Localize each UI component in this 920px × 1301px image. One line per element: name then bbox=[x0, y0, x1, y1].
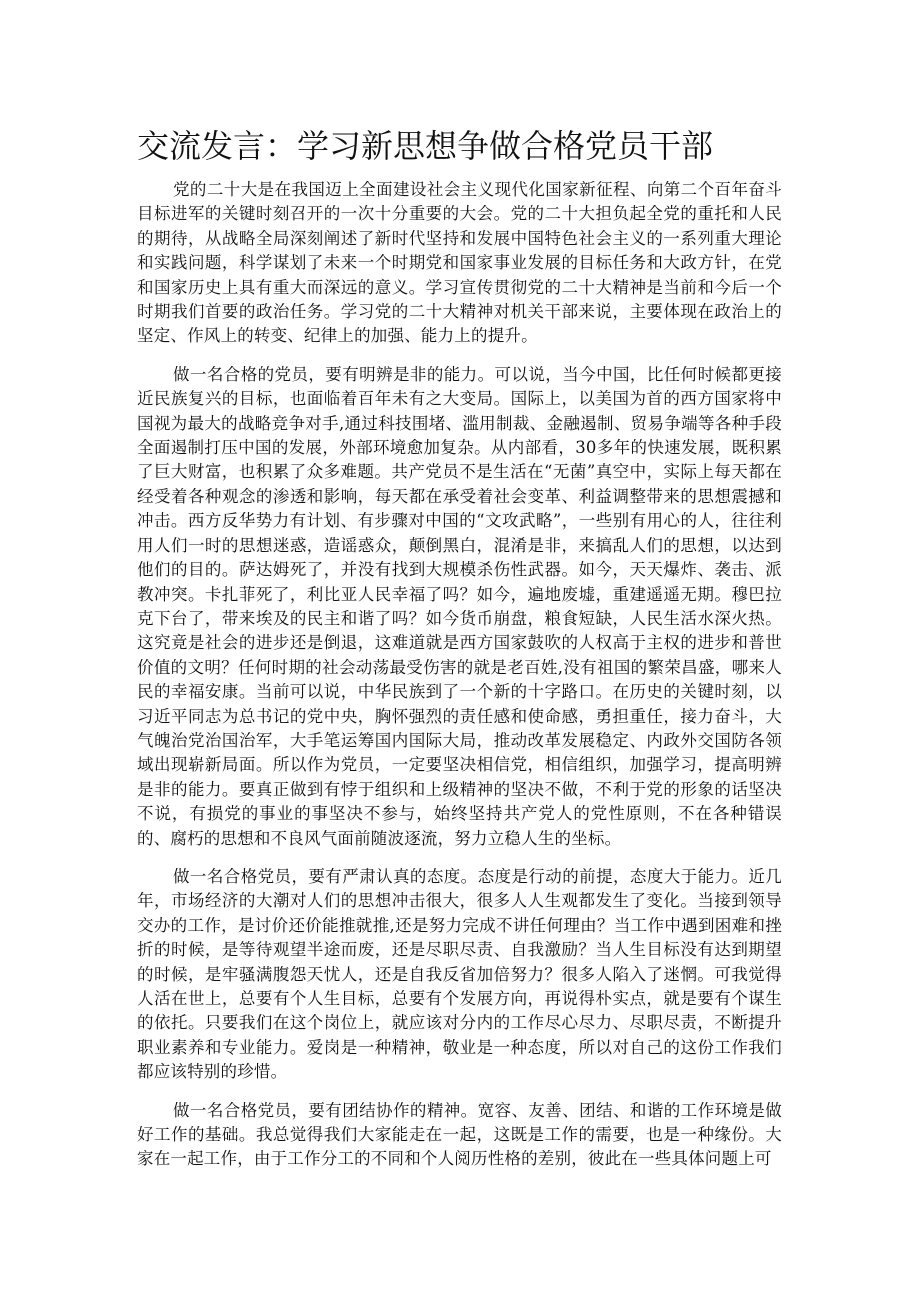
paragraph-cooperation: 做一名合格党员，要有团结协作的精神。宽容、友善、团结、和谐的工作环境是做好工作的基础。我总觉得我们大家能走在一起，这既是工作的需要，也是一种缘份。大家在一起工作，由于工作分工的不同和个人阅历性格的差别，彼此在一些具体问题上可 bbox=[137, 1100, 782, 1169]
document-body bbox=[137, 178, 782, 1186]
paragraph-attitude: 做一名合格党员，要有严肃认真的态度。态度是行动的前提，态度大于能力。近几年，市场经济的大潮对人们的思想冲击很大，很多人人生观都发生了变化。当接到领导交办的工作，是讨价还价能推就推,还是努力完成不讲任何理由？当工作中遇到困难和挫折的时候，是等待观望半途而废，还是尽职尽责、自我激励？当人生目标没有达到期望的时候，是牢骚满腹怨天忧人，还是自我反省加倍努力？很多人陷入了迷惘。可我觉得人活在世上，总要有个人生目标，总要有个发展方向，再说得朴实点，就是要有个谋生的依托。只要我们在这个岗位上，就应该对分内的工作尽心尽力、尽职尽责，不断提升职业素养和专业能力。爱岗是一种精神，敬业是一种态度，所以对自己的这份工作我们都应该特别的珍惜。 bbox=[137, 866, 782, 1082]
document-title: 交流发言：学习新思想争做合格党员干部 bbox=[137, 127, 714, 165]
paragraph-discernment: 做一名合格的党员，要有明辨是非的能力。可以说，当今中国，比任何时候都更接近民族复兴的目标，也面临着百年未有之大变局。国际上，以美国为首的西方国家将中国视为最大的战略竞争对手,通过科技围堵、滥用制裁、金融遏制、贸易争端等各种手段全面遏制打压中国的发展，外部环境愈加复杂。从内部看，30多年的快速发展，既积累了巨大财富，也积累了众多难题。共产党员不是生活在“无菌”真空中，实际上每天都在经受着各种观念的渗透和影响，每天都在承受着社会变革、利益调整带来的思想震撼和冲击。西方反华势力有计划、有步骤对中国的“文攻武略”，一些别有用心的人，往往利用人们一时的思想迷惑，造谣惑众，颠倒黑白，混淆是非，来搞乱人们的思想，以达到他们的目的。萨达姆死了，并没有找到大规模杀伤性武器。如今，天天爆炸、袭击、派教冲突。卡扎菲死了，利比亚人民幸福了吗？如今，遍地废墟，重建遥遥无期。穆巴拉克下台了，带来埃及的民主和谐了吗？如今货币崩盘，粮食短缺，人民生活水深火热。这究竟是社会的进步还是倒退，这难道就是西方国家鼓吹的人权高于主权的进步和普世价值的文明？任何时期的社会动荡最受伤害的就是老百姓,没有祖国的繁荣昌盛，哪来人民的幸福安康。当前可以说，中华民族到了一个新的十字路口。在历史的关键时刻，以习近平同志为总书记的党中央，胸怀强烈的责任感和使命感，勇担重任，接力奋斗，大气魄治党治国治军，大手笔运筹国内国际大局，推动改革发展稳定、内政外交国防各领域出现崭新局面。所以作为党员，一定要坚决相信党，相信组织，加强学习，提高明辨是非的能力。要真正做到有悖于组织和上级精神的坚决不做，不利于党的形象的话坚决不说，有损党的事业的事坚决不参与，始终坚持共产党人的党性原则，不在各种错误的、腐朽的思想和不良风气面前随波逐流，努力立稳人生的坐标。 bbox=[137, 364, 782, 848]
paragraph-intro: 党的二十大是在我国迈上全面建设社会主义现代化国家新征程、向第二个百年奋斗目标进军的关键时刻召开的一次十分重要的大会。党的二十大担负起全党的重托和人民的期待，从战略全局深刻阐述了新时代坚持和发展中国特色社会主义的一系列重大理论和实践问题，科学谋划了未来一个时期党和国家事业发展的目标任务和大政方针，在党和国家历史上具有重大而深远的意义。学习宣传贯彻党的二十大精神是当前和今后一个时期我们首要的政治任务。学习党的二十大精神对机关干部来说，主要体现在政治上的坚定、作风上的转变、纪律上的加强、能力上的提升。 bbox=[137, 180, 782, 346]
